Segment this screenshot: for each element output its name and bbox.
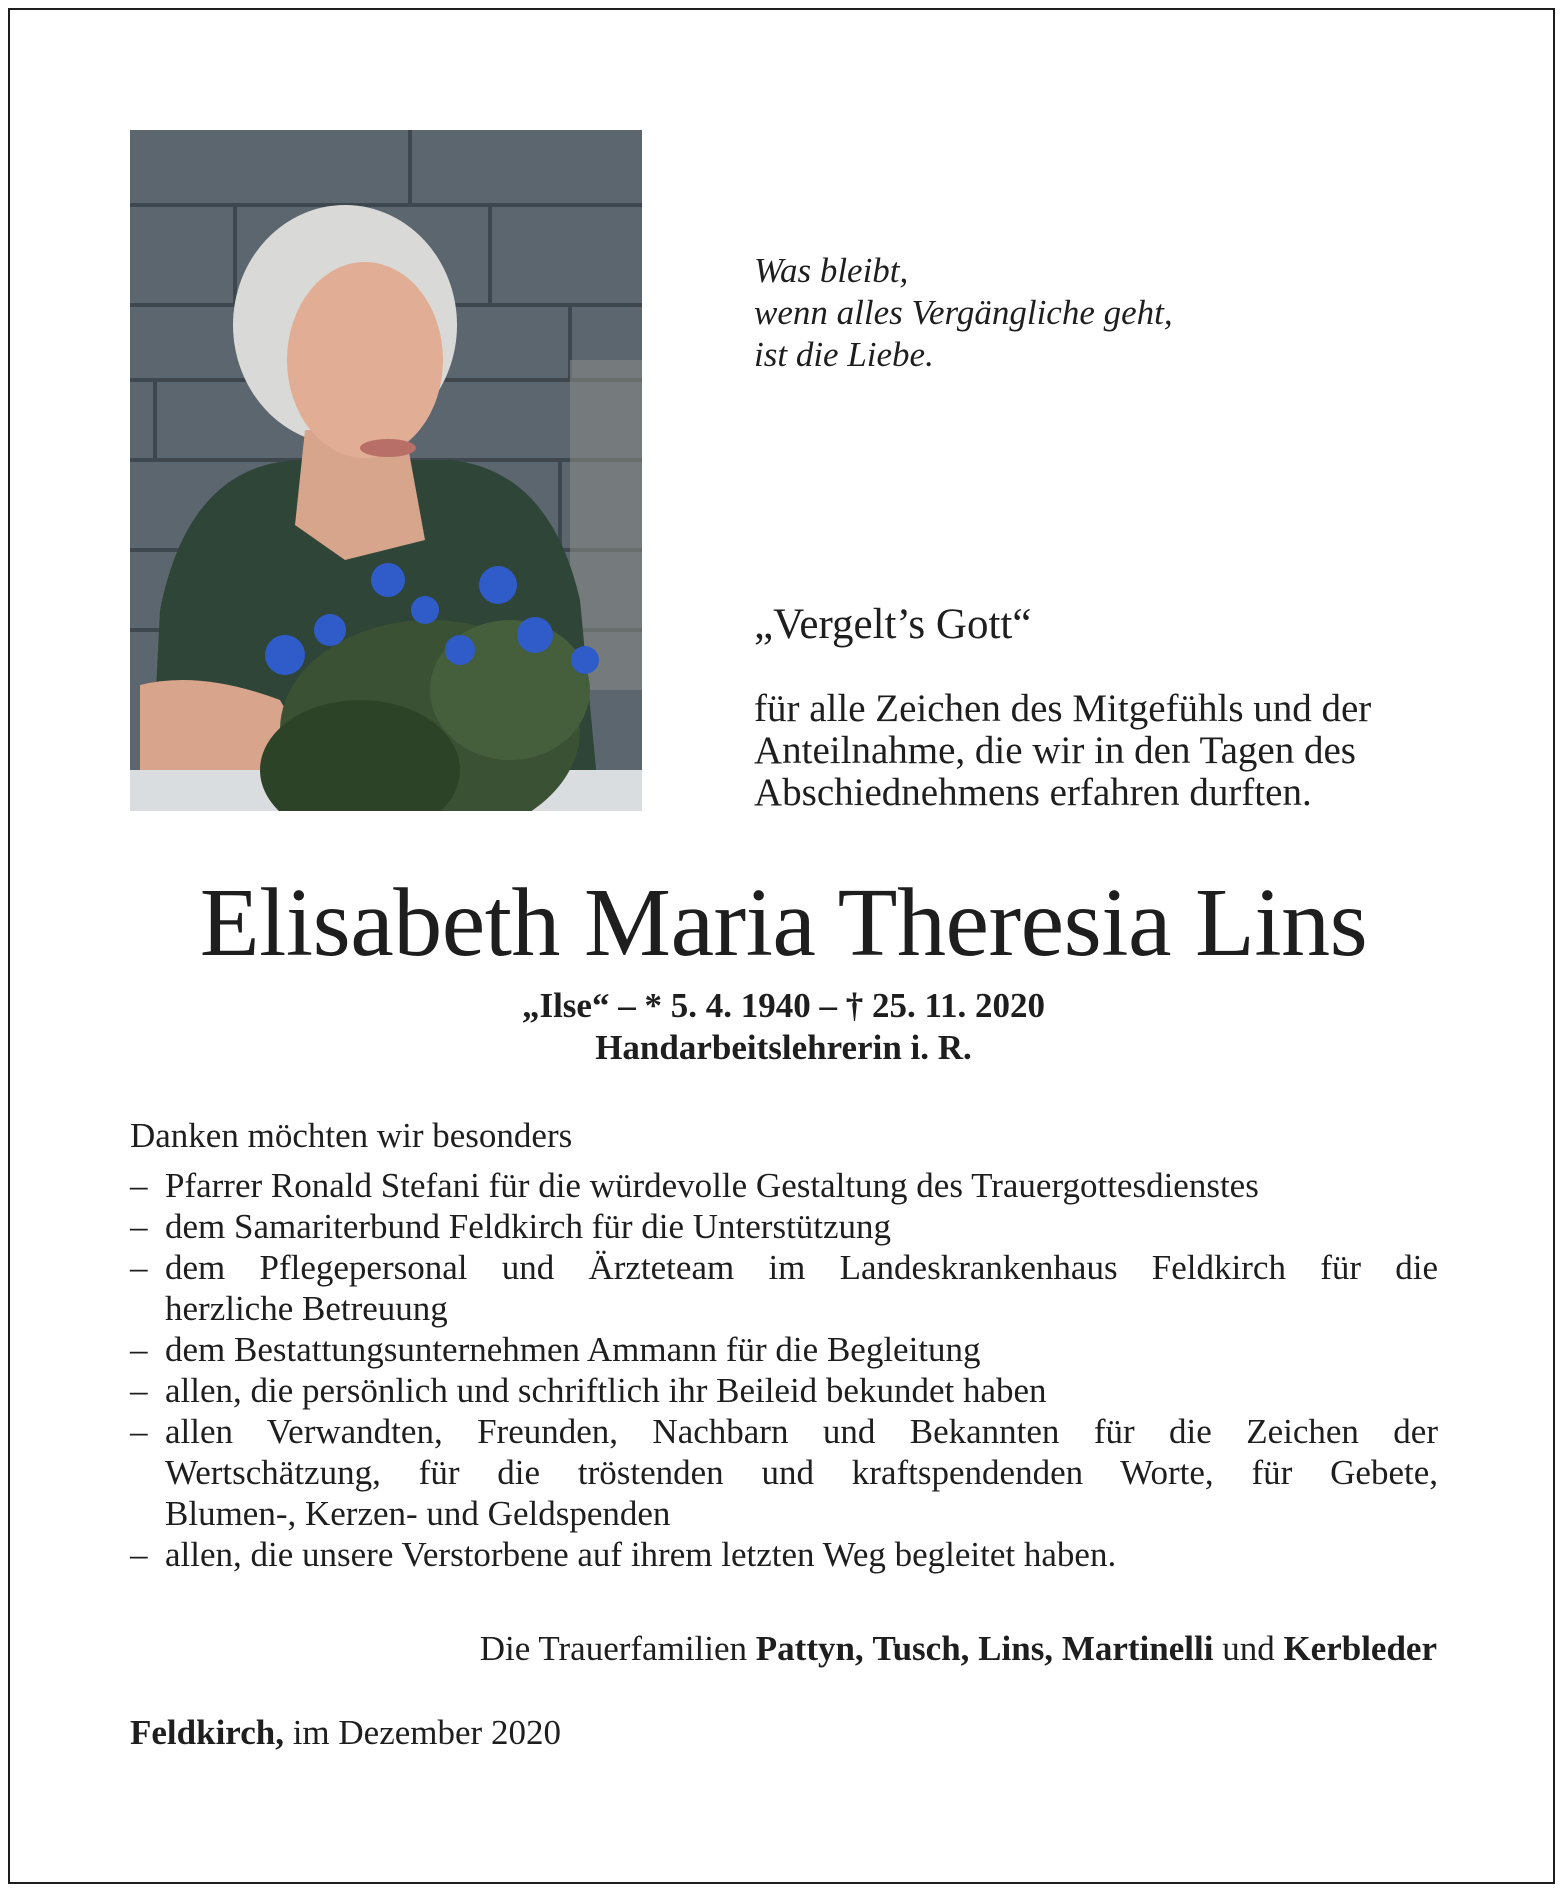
profession: Handarbeitslehrerin i. R. (595, 1028, 972, 1067)
list-dash: – (130, 1412, 148, 1451)
list-item (130, 1247, 1438, 1329)
list-item-text: dem Bestattungsunternehmen Ammann für die Begleitung (165, 1330, 981, 1369)
list-dash: – (130, 1330, 148, 1369)
list-item (130, 1206, 1438, 1247)
list-dash: – (130, 1535, 148, 1574)
list-item (130, 1534, 1438, 1575)
family-name: Tusch, (872, 1629, 970, 1668)
thanks-heading: „Vergelt’s Gott“ (754, 601, 1032, 648)
list-item (130, 1165, 1438, 1206)
list-dash: – (130, 1207, 148, 1246)
life-dates: „Ilse“ – * 5. 4. 1940 – † 25. 11. 2020 (521, 986, 1046, 1025)
list-item-text: dem Samariterbund Feldkirch für die Unterstützung (165, 1207, 892, 1246)
list-dash: – (130, 1248, 148, 1287)
list-dash: – (130, 1166, 148, 1205)
thanks-line: Anteilnahme, die wir in den Tagen des (754, 729, 1356, 772)
list-item-text: herzliche Betreuung (165, 1289, 448, 1328)
thanks-text (754, 688, 1371, 814)
family-name: Martinelli (1061, 1629, 1214, 1668)
family-name: Kerbleder (1283, 1629, 1437, 1668)
family-name: Pattyn, (755, 1629, 864, 1668)
date: im Dezember 2020 (292, 1713, 561, 1752)
acknowledgements-intro: Danken möchten wir besonders (130, 1116, 573, 1155)
list-item (130, 1411, 1438, 1534)
place: Feldkirch, (130, 1713, 284, 1752)
thanks-line: für alle Zeichen des Mitgefühls und der (754, 687, 1372, 730)
acknowledgements-list (130, 1165, 1438, 1575)
families-prefix: Die Trauerfamilien (479, 1629, 748, 1668)
deceased-name: Elisabeth Maria Theresia Lins (199, 869, 1368, 977)
place-and-date (130, 1712, 561, 1754)
thanks-line: Abschiednehmens erfahren durften. (754, 771, 1312, 814)
list-item-text: allen, die unsere Verstorbene auf ihrem letzten Weg begleitet haben. (165, 1535, 1117, 1574)
list-item-text: allen, die persönlich und schriftlich ihr Beileid bekundet haben (165, 1371, 1047, 1410)
list-item (130, 1329, 1438, 1370)
motto-line: ist die Liebe. (754, 335, 934, 374)
portrait-photo (130, 130, 642, 811)
list-dash: – (130, 1371, 148, 1410)
list-item-text: Blumen-, Kerzen- und Geldspenden (165, 1494, 671, 1533)
memorial-motto (754, 250, 1173, 376)
deceased-details (0, 985, 1567, 1069)
mourning-families (480, 1628, 1437, 1670)
list-item-text: Wertschätzung, für die tröstenden und kraftspendenden Worte, für Gebete, (165, 1453, 1438, 1492)
motto-line: wenn alles Vergängliche geht, (754, 293, 1173, 332)
list-item-text: allen Verwandten, Freunden, Nachbarn und Bekannten für die Zeichen der (165, 1412, 1438, 1451)
list-item (130, 1370, 1438, 1411)
families-conjunction: und (1222, 1629, 1275, 1668)
list-item-text: dem Pflegepersonal und Ärzteteam im Landeskrankenhaus Feldkirch für die (165, 1248, 1438, 1287)
list-item-text: Pfarrer Ronald Stefani für die würdevolle Gestaltung des Trauergottesdienstes (165, 1166, 1259, 1205)
motto-line: Was bleibt, (754, 251, 909, 290)
family-name: Lins, (978, 1629, 1054, 1668)
